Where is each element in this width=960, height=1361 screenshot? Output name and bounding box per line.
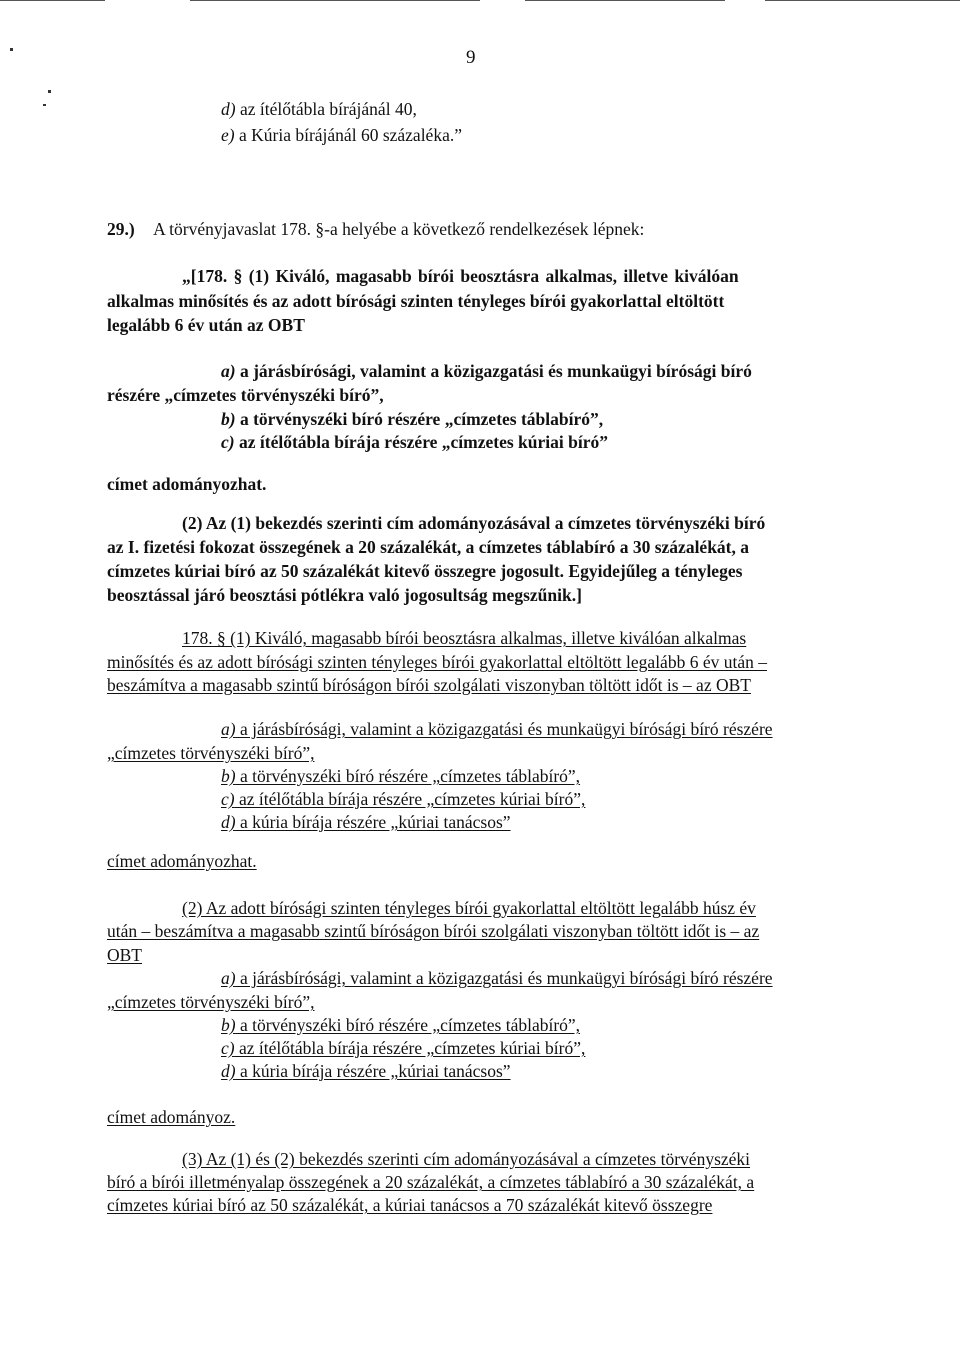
old-paragraph-1-line: legalább 6 év után az OBT	[107, 315, 305, 335]
new-section-2-item-d	[221, 1060, 511, 1083]
list-marker: c)	[221, 789, 235, 809]
list-item-d	[221, 98, 417, 121]
list-item-e	[221, 124, 462, 147]
new-section-1-item-d	[221, 811, 511, 834]
list-text: a járásbírósági, valamint a közigazgatási és munkaügyi bírósági bíró	[235, 361, 752, 381]
scan-speck	[43, 104, 46, 106]
new-section-2-line: után – beszámítva a magasabb szintű bíróságon bírói szolgálati viszonyban töltött időt is – az	[107, 921, 760, 941]
old-paragraph-2-line: beosztással járó beosztási pótlékra való jogosultság megszűnik.]	[107, 585, 582, 605]
list-text: az ítélőtábla bírája részére „címzetes kúriai bíró”,	[234, 1038, 586, 1058]
old-paragraph-1-line: alkalmas minősítés és az adott bírósági szinten tényleges bírói gyakorlattal eltöltött	[107, 291, 725, 311]
old-closing: címet adományozhat.	[107, 474, 267, 494]
new-section-1-line: minősítés és az adott bírósági szinten tényleges bírói gyakorlattal eltöltött legalább 6 év után –	[107, 652, 767, 672]
page-number: 9	[466, 47, 476, 68]
list-marker: d)	[221, 1061, 236, 1081]
old-item-b	[221, 408, 603, 431]
scan-speck	[48, 90, 51, 93]
list-text: a törvényszéki bíró részére „címzetes táblabíró”,	[235, 409, 604, 429]
new-section-1-item-a	[221, 718, 773, 741]
list-marker: a)	[221, 719, 236, 739]
new-section-2-item-b	[221, 1014, 580, 1037]
list-marker: e)	[221, 125, 235, 145]
list-marker: b)	[221, 766, 236, 786]
list-text: a törvényszéki bíró részére „címzetes táblabíró”,	[235, 766, 581, 786]
list-marker: d)	[221, 812, 236, 832]
scan-speck	[10, 48, 13, 51]
old-item-a-continued: részére „címzetes törvényszéki bíró”,	[107, 385, 384, 405]
list-text: a járásbírósági, valamint a közigazgatási és munkaügyi bírósági bíró részére	[235, 968, 773, 988]
new-section-3-line: bíró a bírói illetményalap összegének a 20 százalékát, a címzetes táblabíró a 30 százalékát, a	[107, 1172, 755, 1192]
new-section-1-item-a-continued: „címzetes törvényszéki bíró”,	[107, 743, 315, 763]
new-section-1-line: 178. § (1) Kiváló, magasabb bírói beosztásra alkalmas, illetve kiválóan alkalmas	[182, 628, 747, 648]
new-section-1-item-c	[221, 788, 585, 811]
old-paragraph-2-line: az I. fizetési fokozat összegének a 20 százalékát, a címzetes táblabíró a 30 százalékát, a	[107, 537, 750, 557]
list-text: az ítélőtábla bírája részére „címzetes kúriai bíró”	[234, 432, 608, 452]
new-section-2-item-a	[221, 967, 773, 990]
new-section-2-item-c	[221, 1037, 585, 1060]
new-section-3-line: címzetes kúriai bíró az 50 százalékát, a kúriai tanácsos a 70 százalékát kitevő összegre	[107, 1195, 713, 1215]
old-item-c	[221, 431, 608, 454]
new-section-2-line: (2) Az adott bírósági szinten tényleges bírói gyakorlattal eltöltött legalább húsz év	[182, 898, 756, 918]
list-text: az ítélőtábla bírája részére „címzetes kúriai bíró”,	[234, 789, 586, 809]
list-text: a kúria bírája részére „kúriai tanácsos”	[235, 1061, 511, 1081]
amendment-number: 29.)	[107, 219, 135, 239]
list-text: a kúria bírája részére „kúriai tanácsos”	[235, 812, 511, 832]
scan-edge-line	[190, 0, 480, 1]
scan-edge-line	[765, 0, 960, 1]
list-marker: b)	[221, 409, 236, 429]
scan-edge-line	[525, 0, 725, 1]
scan-edge-line	[0, 0, 105, 1]
new-section-1-closing: címet adományozhat.	[107, 851, 257, 871]
list-marker: a)	[221, 361, 236, 381]
list-text: az ítélőtábla bírájánál 40,	[235, 99, 417, 119]
old-paragraph-2-line: címzetes kúriai bíró az 50 százalékát kitevő összegre jogosult. Egyidejűleg a tényleges	[107, 561, 743, 581]
list-marker: b)	[221, 1015, 236, 1035]
new-section-2-line: OBT	[107, 945, 142, 965]
list-marker: c)	[221, 432, 235, 452]
new-section-2-item-a-continued: „címzetes törvényszéki bíró”,	[107, 992, 315, 1012]
list-marker: a)	[221, 968, 236, 988]
old-item-a	[221, 360, 752, 383]
old-paragraph-1-line: „[178. § (1) Kiváló, magasabb bírói beosztásra alkalmas, illetve kiválóan	[182, 266, 739, 286]
new-section-2-closing: címet adományoz.	[107, 1107, 236, 1127]
amendment-heading	[107, 218, 644, 241]
list-text: a törvényszéki bíró részére „címzetes táblabíró”,	[235, 1015, 581, 1035]
list-text: a Kúria bírájánál 60 százaléka.”	[234, 125, 462, 145]
old-paragraph-2-line: (2) Az (1) bekezdés szerinti cím adományozásával a címzetes törvényszéki bíró	[182, 513, 766, 533]
list-marker: c)	[221, 1038, 235, 1058]
new-section-1-item-b	[221, 765, 580, 788]
amendment-text: A törvényjavaslat 178. §-a helyébe a következő rendelkezések lépnek:	[153, 219, 645, 239]
new-section-1-line: beszámítva a magasabb szintű bíróságon bírói szolgálati viszonyban töltött időt is – az OBT	[107, 675, 751, 695]
list-text: a járásbírósági, valamint a közigazgatási és munkaügyi bírósági bíró részére	[235, 719, 773, 739]
list-marker: d)	[221, 99, 236, 119]
new-section-3-line: (3) Az (1) és (2) bekezdés szerinti cím adományozásával a címzetes törvényszéki	[182, 1149, 751, 1169]
